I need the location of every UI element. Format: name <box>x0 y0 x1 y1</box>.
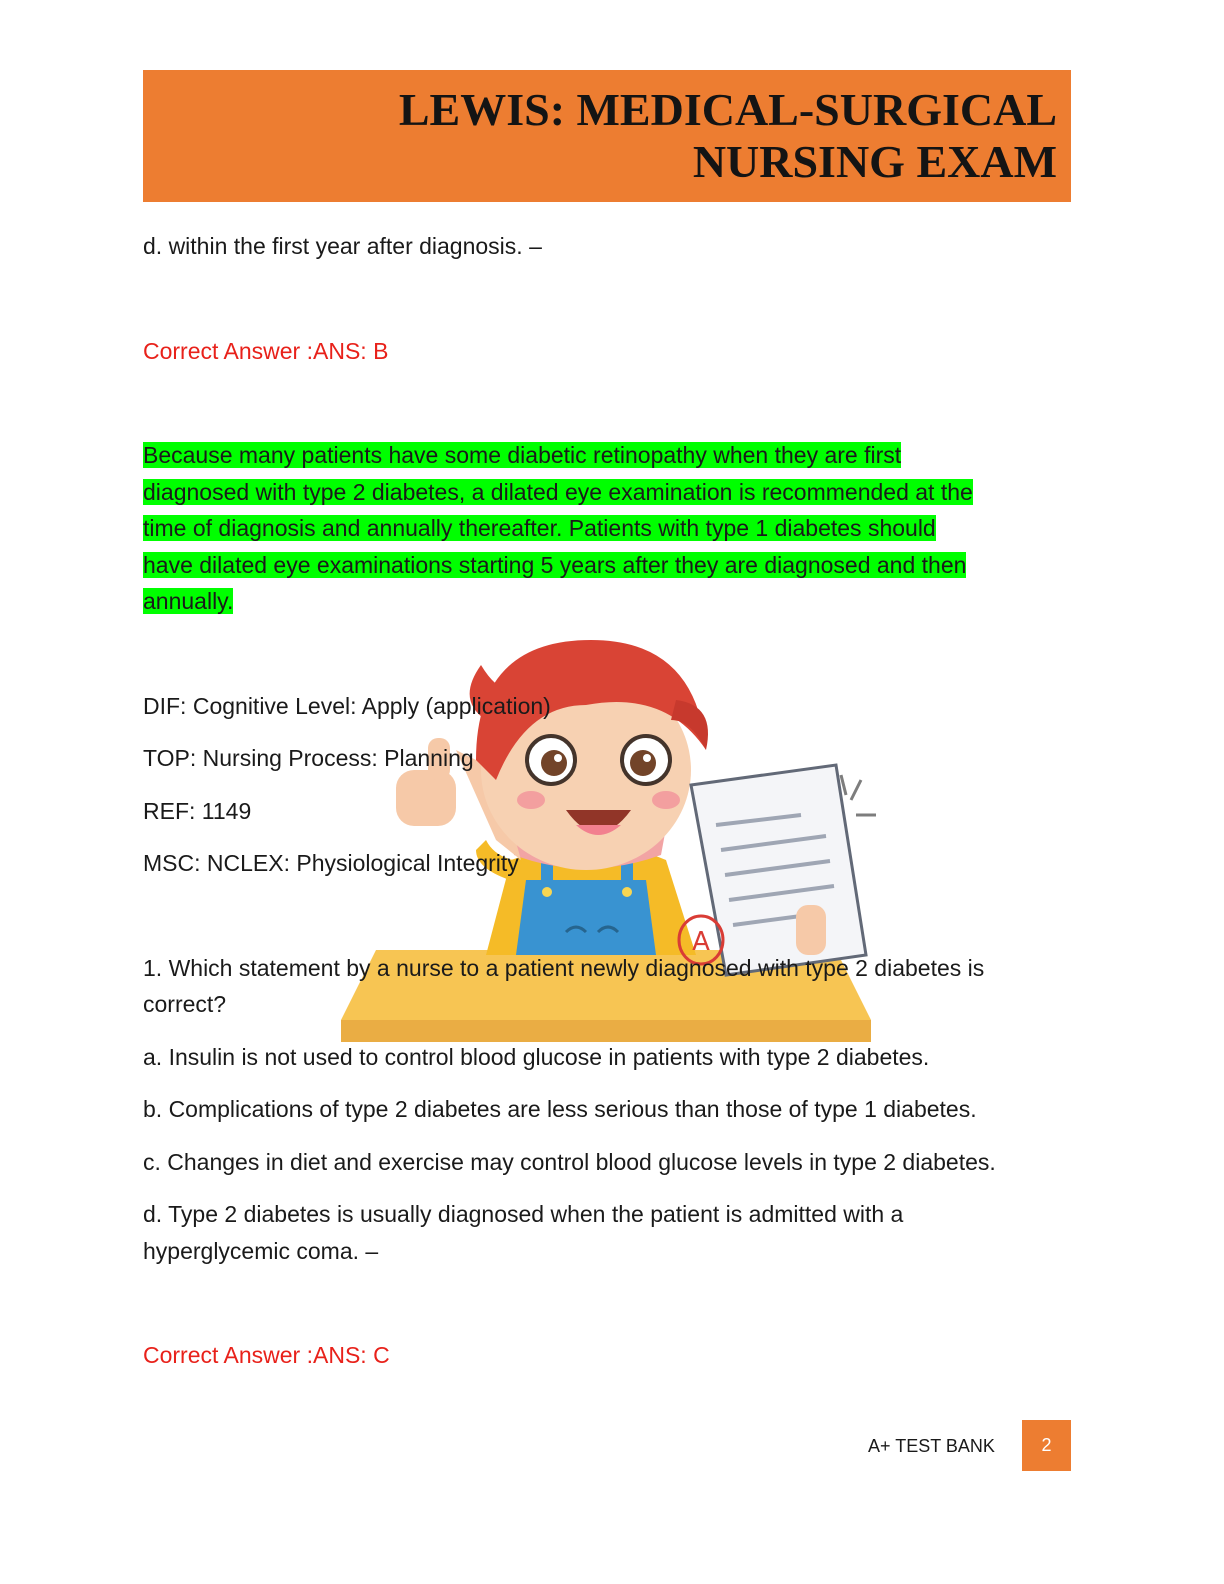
question-1-option-c: c. Changes in diet and exercise may control blood glucose levels in type 2 diabetes. <box>143 1148 996 1175</box>
page-number: 2 <box>1022 1420 1071 1471</box>
rationale-line-5: annually. <box>143 588 234 614</box>
grade-mark-text: A <box>692 927 710 957</box>
rationale-line-4: have dilated eye examinations starting 5 years after they are diagnosed and then <box>143 551 967 578</box>
msc-line: MSC: NCLEX: Physiological Integrity <box>143 850 519 876</box>
question-1-stem <box>143 950 1073 1023</box>
question-1-option-d-line-2: hyperglycemic coma. – <box>143 1237 379 1264</box>
rationale-line-3: time of diagnosis and annually thereafter. Patients with type 1 diabetes should <box>143 515 936 541</box>
question-1-option-d-line-1: d. Type 2 diabetes is usually diagnosed when the patient is admitted with a <box>143 1201 904 1227</box>
question-1-option-a: a. Insulin is not used to control blood glucose in patients with type 2 diabetes. <box>143 1043 930 1070</box>
header-title-line-2: NURSING EXAM <box>692 136 1057 187</box>
correct-answer-b: Correct Answer :ANS: B <box>143 337 389 364</box>
rationale-line-2: diagnosed with type 2 diabetes, a dilated eye examination is recommended at the <box>143 478 973 505</box>
top-line: TOP: Nursing Process: Planning <box>143 745 474 771</box>
correct-answer-c: Correct Answer :ANS: C <box>143 1342 390 1368</box>
rationale-line-1: Because many patients have some diabetic retinopathy when they are first <box>143 442 902 468</box>
prev-question-option-d: d. within the first year after diagnosis. – <box>143 233 542 259</box>
ref-line: REF: 1149 <box>143 797 252 824</box>
question-1-stem-line-1: 1. Which statement by a nurse to a patient newly diagnosed with type 2 diabetes is <box>143 954 985 981</box>
dif-line: DIF: Cognitive Level: Apply (application) <box>143 692 551 719</box>
question-1-option-d <box>143 1196 1073 1269</box>
document-body <box>143 228 1073 1374</box>
footer-label: A+ TEST BANK <box>868 1436 995 1456</box>
question-1-option-b: b. Complications of type 2 diabetes are less serious than those of type 1 diabetes. <box>143 1096 977 1122</box>
header-title-line-1: LEWIS: MEDICAL-SURGICAL <box>398 84 1057 135</box>
rationale-text <box>143 437 1073 620</box>
question-1-stem-line-2: correct? <box>143 991 227 1017</box>
header-banner <box>143 70 1071 202</box>
